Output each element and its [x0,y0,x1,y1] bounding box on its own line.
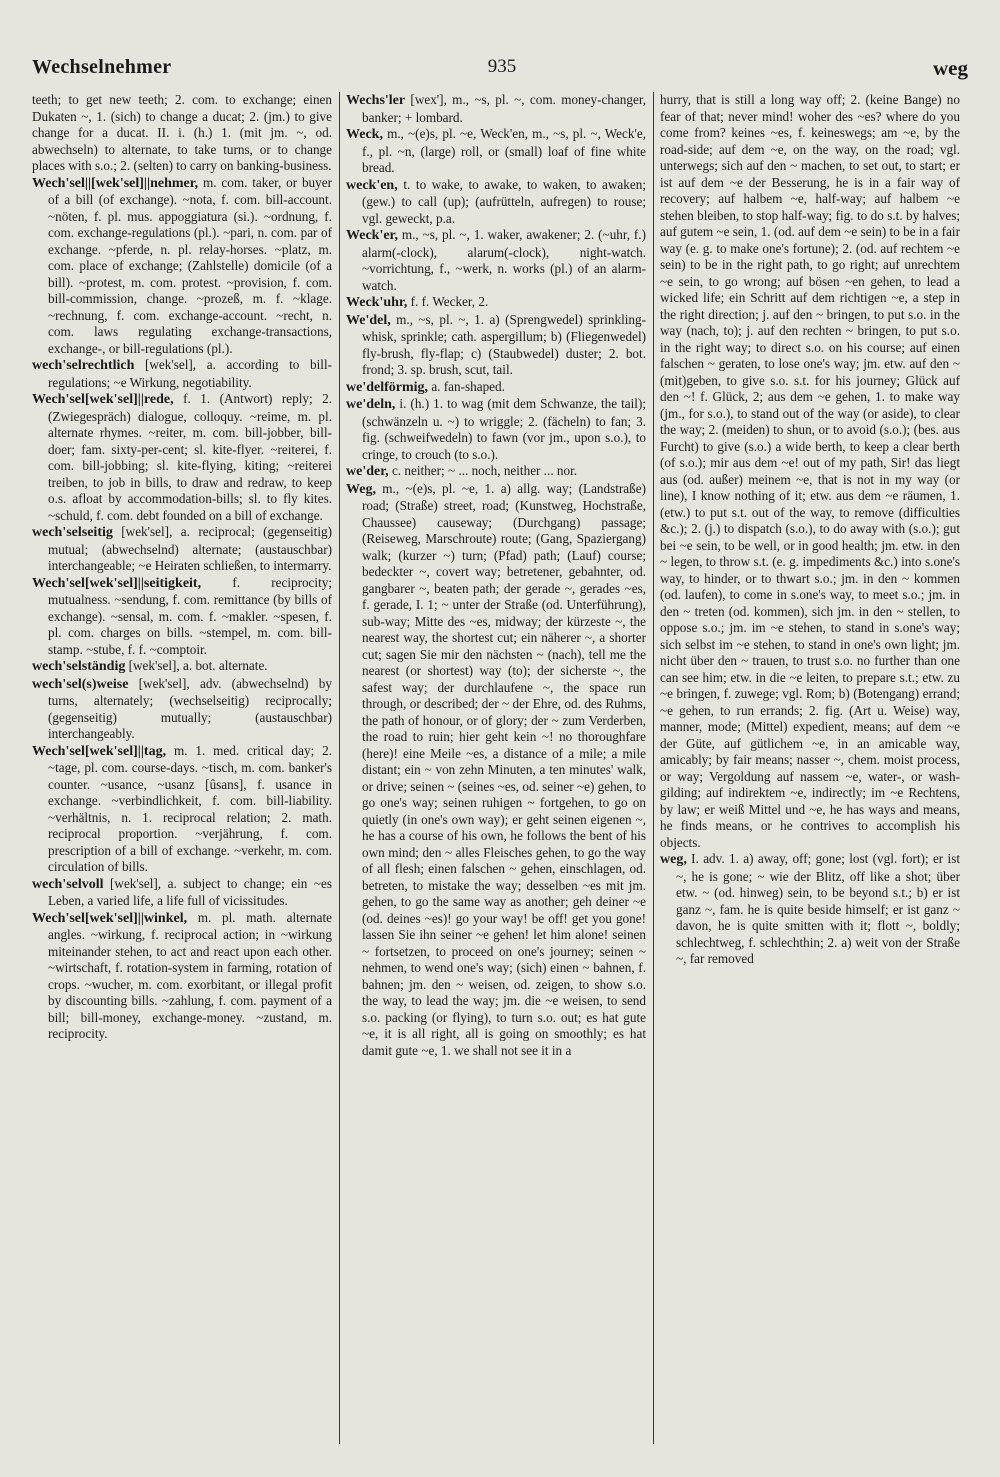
dictionary-entry [346,463,646,481]
entry-definition: [wek'sel], adv. (abwechselnd) by turns, alternately; (wechselseitig) reciprocally; (gegenseitig) mutually; (austauschbar) interchangeably. [48,675,332,741]
entry-headword: Weck'er, [346,228,398,243]
header-right-guideword: weg [933,56,968,80]
entry-headword: wech'selständig [32,659,126,674]
entry-definition: f. reciprocity; mutualness. ~sendung, f. com. remittance (by bills of exchange). ~sensal, m. com. f. ~makler. ~spesen, f. pl. com. charges on bills. ~stempel, m. com. bill-stamp. ~stube, f. f. ~comptoir. [48,574,332,657]
entry-headword: Wech'sel[wek'sel]||winkel, [32,910,188,926]
page-number: 935 [487,56,517,77]
entry-headword: wech'selseitig [32,525,113,540]
entry-definition: [wex'], m., ~s, pl. ~, com. money-changer, banker; + lombard. [362,92,646,125]
entry-definition: m., ~s, pl. ~, 1. a) (Sprengwedel) sprinkling-whisk, sprinkle; cath. aspergillum; b) (Fliegenwedel) fly-brush, fly-flap; c) (Staubwedel) duster; 2. bot. frond; 3. sp. brush, scut, tail. [362,311,646,377]
dictionary-entry [32,658,332,676]
entry-definition: hurry, that is still a long way off; 2. (keine Bange) no fear of that; never mind! woher des ~es? where do you come from? keines ~es, f. keineswegs; am ~e, by the road-side; auf dem ~e, on the way, on the road; vgl. unterwegs; sich auf den ~ machen, to set out, to start; er ist auf dem ~e der Besserung, he is in a fair way of recovery; auf halbem ~e, half-way; auf halbem ~e stehen bleiben, to stop half-way; fig. to do s.t. by halves; auf gutem ~e sein, 1. (od. auf dem ~e sein) to be in a fair way (e. g. to make one's fortune); 2. (od. auf rechtem ~e sein) to be in the right path, to go right; auf unrechtem ~e sein, to go wrong; auf bösen ~en gehen, to lead a wicked life; ein Schritt auf dem richtigen ~e, a step in the right direction; j. auf den ~ bringen, to put s.o. in the way (nach, to); j. auf den rechten ~ bringen, to put s.o. in the right way; to direct s.o. on his course; auf einen falschen ~ geraten, to lose one's way; jm. etw. auf den ~ (mit)geben, to give s.o. s.t. for his journey; Glück auf den ~! f. Glück, 2; aus dem ~e gehen, 1. to make way (jm., for s.o.), to stand out of the way (or aside), to clear the way; 2. (meiden) to shun, or to avoid (s.o.); (bes. aus Furcht) to give (s.o.) a wide berth, to keep a clear berth (of s.o.); mir aus dem ~e! out of my path, Sir! das liegt aus (od. außer) meinem ~e, that is not in my way (or line), I know nothing of it; etw. aus dem ~e räumen, 1. (etw.) to put s.t. out of the way, to remove (difficulties &c.); 2. (j.) to dispatch (s.o.), to do away with (s.o.); gut bei ~e sein, to be well, or in good health; jm. etw. in den ~ legen, to throw s.t. (e. g. impediments &c.) into s.one's way, to hinder, or to thwart s.o.; jm. in den ~ kommen (od. laufen), to come in s.one's way, to meet s.o.; jm. in den ~ treten (od. kommen), sich jm. in den ~ stellen, to oppose s.o.; jm. im ~e stehen, to stand in s.one's way; sich selbst im ~e stehen, to stand in one's own light; jm. nicht über den ~ trauen, to trust s.o. no further than one can see him; etw. in die ~e leiten, to prepare s.t.; etw. zu ~e bringen, f. zuwege; vgl. Rom; b) (Botengang) errand; ~e gehen, to run errands; 2. fig. (Art u. Weise) way, manner, mode; (Mittel) expedient, means; auf dem ~e der Güte, auf gütlichem ~e, in an amicable way, amicably; by fair means; nasser ~, chem. moist process, or way; Vergoldung auf nassem ~e, water-, or wash-gilding; auf indirektem ~e, indirectly; im ~e Rechtens, by law; er weiß Mittel und ~e, he has ways and means, he finds means, or he contrives to accomplish his objects. [660,92,960,850]
entry-headword: weck'en, [346,177,398,193]
dictionary-entry [32,92,332,175]
entry-definition: [wek'sel], a. according to bill-regulations; ~e Wirkung, negotiability. [48,357,332,390]
dictionary-entry [346,396,646,463]
entry-definition: m. 1. med. critical day; 2. ~tage, pl. com. course-days. ~tisch, m. com. banker's counter. ~usance, ~usanz [ûsans], f. usance in exchange. ~verbindlichkeit, f. com. bill-liability. ~verhältnis, n. 1. reciprocal relation; 2. math. reciprocal proportion. ~verjährung, f. com. prescription of a bill of exchange. ~verkehr, m. com. circulation of bills. [48,742,332,874]
dictionary-entry [32,524,332,575]
dictionary-entry [346,177,646,228]
entry-headword: we'der, [346,464,389,479]
column-right [660,92,960,1444]
entry-headword: Weck'uhr, [346,295,408,310]
entry-definition: [wek'sel], a. bot. alternate. [125,658,268,673]
entry-definition: teeth; to get new teeth; 2. com. to exchange; einen Dukaten ~, 1. (sich) to change a ducat; 2. (jm.) to give change for a ducat. II. i. (h.) 1. (mit jm. ~, od. abwechseln) to alternate, to take turns, or to change places with s.o.; 2. (selten) to carry on banking-business. [32,92,332,173]
dictionary-entry [32,876,332,910]
column-middle [346,92,646,1444]
entry-headword: we'delförmig, [346,379,429,395]
entry-definition: m. com. taker, or buyer of a bill (of exchange). ~nota, f. com. bill-account. ~nöten, f. pl. mus. appoggiatura (si.). ~ordnung, f. com. exchange-regulations (pl.). ~pari, n. com. par of exchange. ~pferde, n. pl. relay-horses. ~platz, m. com. place of exchange; (Zahlstelle) domicile (of a bill). ~protest, m. com. protest. ~provision, f. com. bill-commission, change. ~prozeß, m. f. ~klage. ~rechnung, f. com. exchange-account. ~recht, n. com. laws regulating exchange-transactions, exchange-, or bill-regulations (pl.). [48,174,332,356]
entry-headword: Wechs'ler [346,93,406,108]
entry-definition: m., ~s, pl. ~, 1. waker, awakener; 2. (~uhr, f.) alarm(-clock), alarum(-clock), night-watch. ~vorrichtung, f., ~werk, n. works (pl.) of an alarm-watch. [362,227,646,293]
dictionary-entry [346,294,646,312]
entry-definition: f. 1. (Antwort) reply; 2. (Zwiegespräch) dialogue, colloquy. ~reime, m. pl. alternate rhymes. ~reiter, m. com. bill-jobber, bill-doer; fam. sixty-per-cent; sl. kite-flyer. ~reiterei, f. com. bill-jobbing; sl. kite-flying, kiting; ~reiterei treiben, to job in bills, to draw and redraw, to keep o.s. afloat by accommodation-bills; sl. to fly kites. ~schuld, f. com. debt founded on a bill of exchange. [48,391,332,523]
dictionary-entry [660,92,960,851]
entry-headword: Wech'sel[wek'sel]||rede, [32,392,174,407]
dictionary-entry [32,175,332,358]
dictionary-entry [32,910,332,1043]
dictionary-entry [346,379,646,397]
entry-definition: m., ~(e)s, pl. ~e, Weck'en, m., ~s, pl. ~, Weck'e, f., pl. ~n, (large) roll, or (small) loaf of fine white bread. [362,126,646,175]
dictionary-entry [32,575,332,659]
dictionary-entry [32,357,332,391]
dictionary-entry [346,312,646,379]
dictionary-entry [346,481,646,1060]
entry-definition: t. to wake, to awake, to waken, to awaken; (gew.) to call (up); (aufrütteln, aufregen) to rouse; vgl. geweckt, p.a. [362,176,646,226]
entry-headword: Weck, [346,127,383,142]
entry-headword: wech'sel(s)weise [32,676,129,692]
entry-headword: We'del, [346,312,391,328]
dictionary-entry [32,676,332,743]
entry-definition: a. fan-shaped. [428,378,505,394]
page-header [32,52,972,92]
entry-definition: i. (h.) 1. to wag (mit dem Schwanze, the tail); (schwänzeln u. ~) to wriggle; 2. (fächeln) to fan; 3. fig. (schweifwedeln) to fawn (vor jm., upon s.o.), to cringe, to crouch (to s.o.). [362,396,646,462]
entry-headword: Wech'sel[wek'sel]||seitigkeit, [32,575,202,591]
entry-definition: I. adv. 1. a) away, off; gone; lost (vgl. fort); er ist ~, he is gone; ~ wie der Blitz, off like a shot; über etw. ~ (od. hinweg) sein, to be beyond s.t.; b) er ist ganz ~, fam. he is quite beside himself; er ist ganz ~ davon, he is quite smitten with it; flott ~, boldly; schlechtweg, f. schlechthin; 2. a) weit von der Straße ~, far removed [676,851,960,966]
column-divider [339,92,340,1444]
dictionary-entry [346,126,646,177]
column-left [32,92,332,1444]
dictionary-entry [346,227,646,294]
entry-headword: weg, [660,852,687,867]
entry-definition: m. pl. math. alternate angles. ~wirkung, f. reciprocal action; in ~wirkung miteinander stehen, to act and react upon each other. ~wirtschaft, f. rotation-system in farming, rotation of crops. ~wucher, m. com. exorbitant, or illegal profit by discounting bills. ~zahlung, f. com. payment of a bill; bill-money, exchange-money. ~zustand, m. reciprocity. [48,909,332,1041]
entry-definition: [wek'sel], a. subject to change; ein ~es Leben, a varied life, a life full of vicissitudes. [48,875,332,908]
entry-headword: Weg, [346,481,376,497]
entry-headword: we'deln, [346,397,396,412]
column-divider [653,92,654,1444]
entry-definition: c. neither; ~ ... noch, neither ... nor. [388,463,578,478]
entry-definition: m., ~(e)s, pl. ~e, 1. a) allg. way; (Landstraße) road; (Straße) street, road; (Kunstweg, Hochstraße, Chaussee) causeway; (Durchgang) passage; (Reiseweg, Marschroute) route; (Gang, Spaziergang) walk; (kurzer ~) turn; (Pfad) path; (Lauf) course; bedeckter ~, covert way; betretener, gebahnter, od. gangbarer ~, beaten path; der gerade ~, gerades ~es, f. gerade, I. 1; ~ unter der Straße (od. Unterführung), sub-way; Mitte des ~es, midway; der kürzeste ~, the nearest way, the shortest cut; ein näherer ~, a shorter cut; sagen Sie mir den nächsten ~ (nach), tell me the nearest (or shortest) way (to); der sicherste ~, the safest way; der durchlaufene ~, the space run through, or described; der ~ der Ehre, od. des Ruhms, the path of honour, or of glory; der ~ zum Verderben, the road to ruin; hier geht kein ~! no thoroughfare (here)! eine Meile ~es, a distance of a mile; a mile distant; ein ~ von zehn Minuten, a ten minutes' walk, or drive; seinen ~ (seines ~es, od. seiner ~e) gehen, to go one's way; seinen ruhigen ~ fortgehen, to go on quietly (in one's own way); er geht seinen eigenen ~, he has a course of his own, he follows the bent of his own mind; den ~ alles Fleisches gehen, to go the way of all flesh; einen falschen ~ gehen, einschlagen, od. betreten, to mistake the way; desselben ~es mit jm. gehen, to go the same way as another; geh deiner ~e (od. deines ~es)! go your way! be off! get you gone! lassen Sie ihn seiner ~e gehen! let him alone! seinen ~ fortsetzen, to proceed on one's journey; seinen ~ nehmen, to wend one's way; (sich) einen ~ bahnen, f. bahnen; jm. den ~ weisen, od. zeigen, to show s.o. the way, to lead the way; jm. die ~e weisen, to send s.o. packing (or flying), to turn s.o. out; es hat gute ~e, it is all right, all is going on smoothly; es hat damit gute ~e, 1. we shall not see it in a [362,480,646,1058]
dictionary-entry [660,851,960,968]
dictionary-columns [32,92,960,1444]
dictionary-entry [32,743,332,876]
entry-headword: Wech'sel||[wek'sel]||nehmer, [32,175,199,191]
entry-definition: [wek'sel], a. reciprocal; (gegenseitig) mutual; (abwechselnd) alternate; (austauschbar) interchangeable; ~e Heiraten schließen, to intermarry. [48,524,332,573]
dictionary-entry [32,391,332,524]
entry-definition: f. f. Wecker, 2. [407,294,489,309]
header-left-guideword: Wechselnehmer [32,56,172,78]
entry-headword: Wech'sel[wek'sel]||tag, [32,743,167,759]
dictionary-entry [346,92,646,126]
entry-headword: wech'selvoll [32,876,104,892]
entry-headword: wech'selrechtlich [32,358,135,373]
